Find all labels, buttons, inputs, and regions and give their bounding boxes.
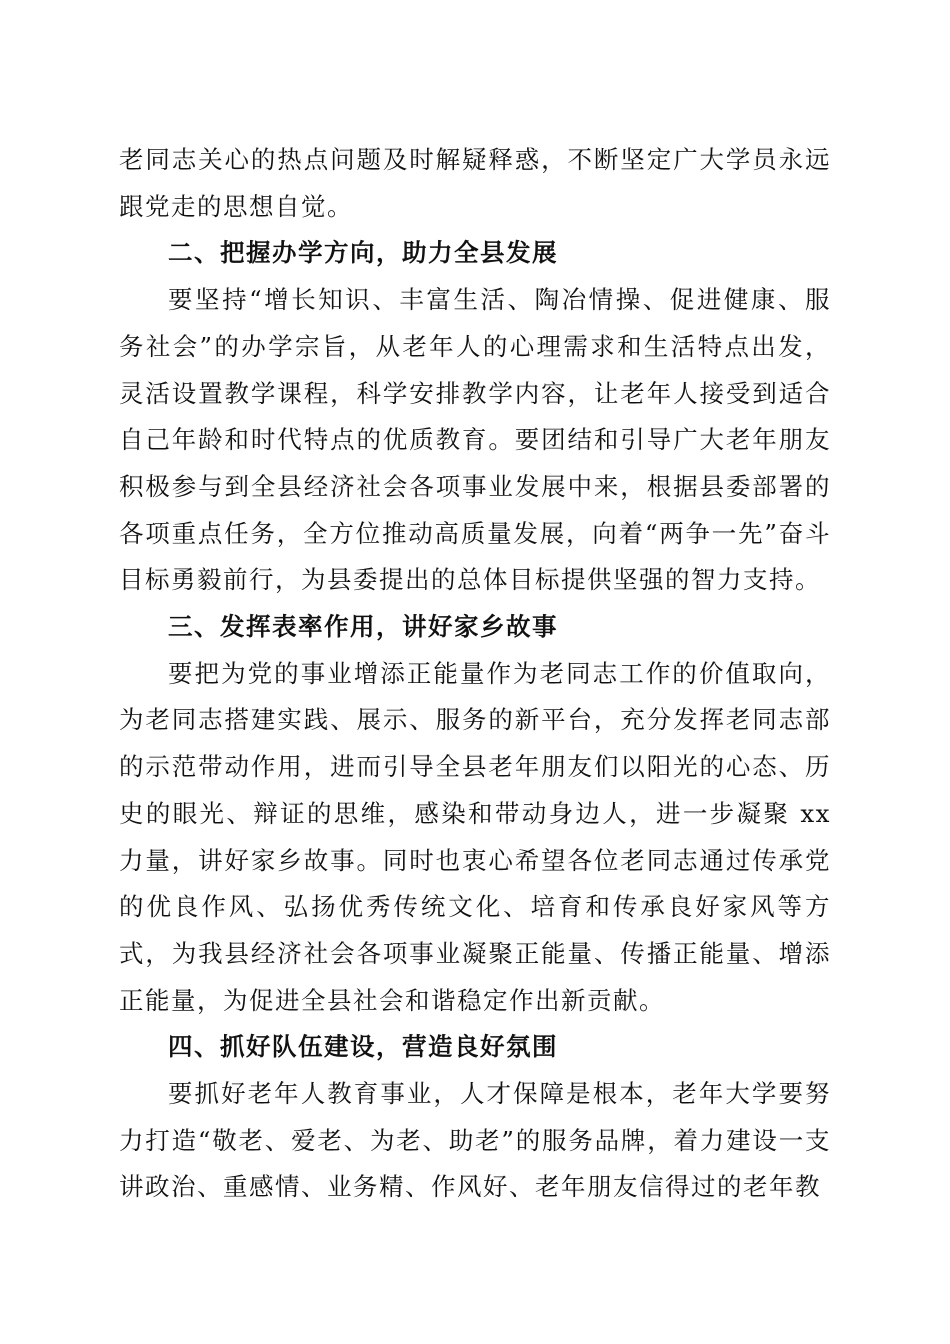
section-heading-2: 二、把握办学方向，助力全县发展	[168, 238, 558, 268]
section-heading-4: 四、抓好队伍建设，营造良好氛围	[168, 1032, 558, 1062]
section-paragraph-2: 要坚持“增长知识、丰富生活、陶冶情操、促进健康、服务社会”的办学宗旨，从老年人的心理需求和生活特点出发，灵活设置教学课程，科学安排教学内容，让老年人接受到适合自己年龄和时代特点的优质教育。要团结和引导广大老年朋友积极参与到全县经济社会各项事业发展中来，根据县委部署的各项重点任务，全方位推动高质量发展，向着“两争一先”奋斗目标勇毅前行，为县委提出的总体目标提供坚强的智力支持。	[119, 285, 831, 595]
section-paragraph-3: 要把为党的事业增添正能量作为老同志工作的价值取向，为老同志搭建实践、展示、服务的新平台，充分发挥老同志部的示范带动作用，进而引导全县老年朋友们以阳光的心态、历史的眼光、辩证的思维，感染和带动身边人，进一步凝聚 xx 力量，讲好家乡故事。同时也衷心希望各位老同志通过传承党的优良作风、弘扬优秀传统文化、培育和传承良好家风等方式，为我县经济社会各项事业凝聚正能量、传播正能量、增添正能量，为促进全县社会和谐稳定作出新贡献。	[119, 658, 831, 1015]
opening-paragraph: 老同志关心的热点问题及时解疑释惑，不断坚定广大学员永远跟党走的思想自觉。	[119, 145, 831, 221]
section-paragraph-4: 要抓好老年人教育事业，人才保障是根本，老年大学要努力打造“敬老、爱老、为老、助老”的服务品牌，着力建设一支讲政治、重感情、业务精、作风好、老年朋友信得过的老年教	[119, 1079, 831, 1202]
document-body	[119, 137, 831, 1211]
section-heading-3: 三、发挥表率作用，讲好家乡故事	[168, 612, 558, 642]
